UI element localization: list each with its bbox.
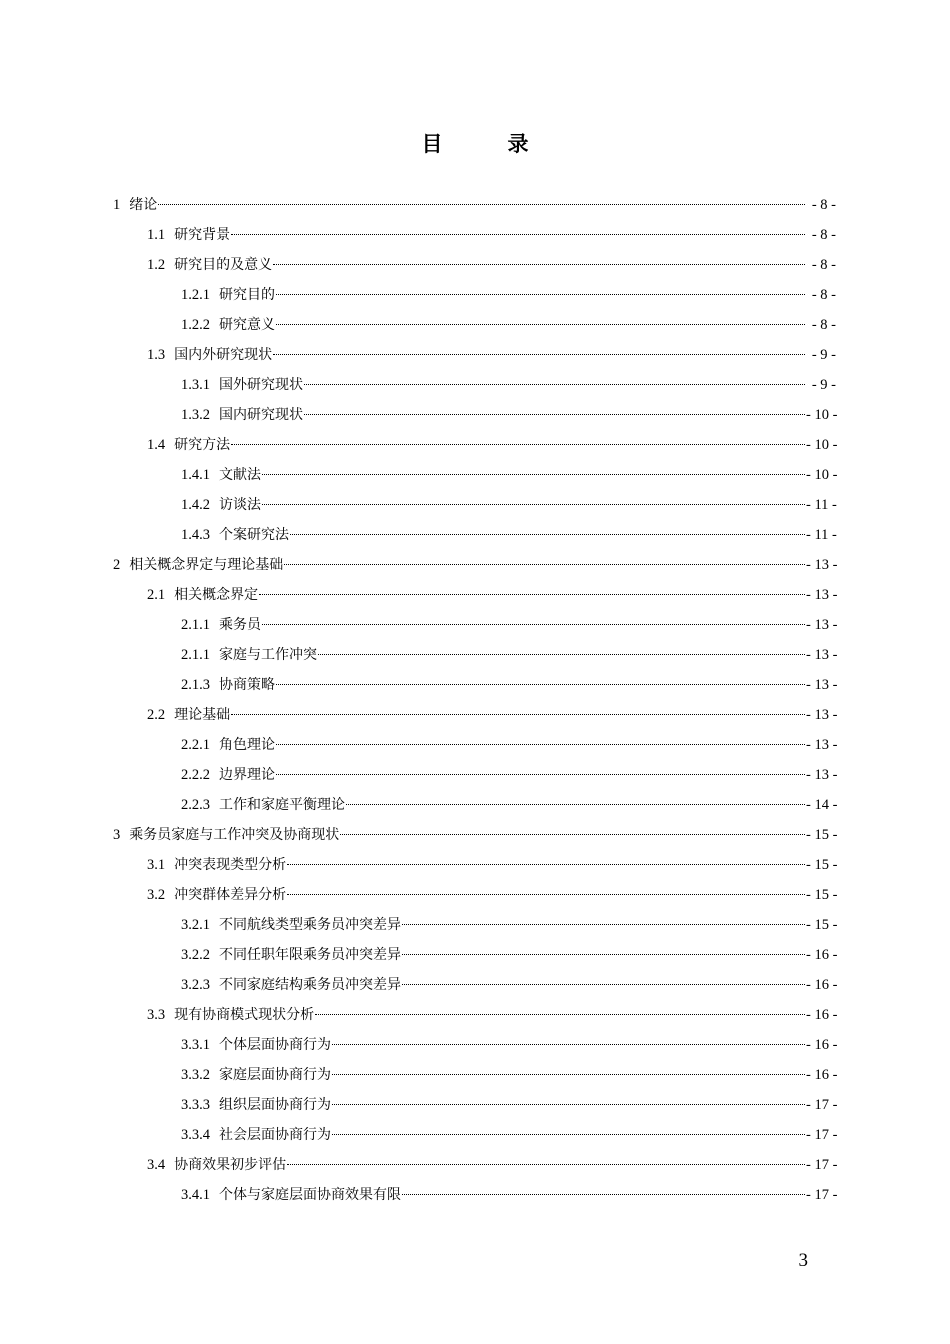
toc-entry-number: 3.3.4 (181, 1127, 210, 1143)
toc-entry-page: - 17 - (806, 1097, 838, 1113)
toc-entry-label: 协商效果初步评估 (174, 1157, 287, 1173)
toc-entry-label: 文献法 (219, 467, 261, 483)
toc-entry-number: 3.2.2 (181, 947, 210, 963)
toc-entry-label: 研究方法 (174, 437, 231, 453)
toc-entry-number: 3.3.2 (181, 1067, 210, 1083)
toc-entry-page: - 17 - (806, 1157, 838, 1173)
toc-entry-label: 研究目的及意义 (174, 257, 273, 273)
toc-entry-page: - 11 - (806, 527, 837, 543)
toc-entry-page: - 15 - (806, 917, 838, 933)
toc-entry-number: 3.3.3 (181, 1097, 210, 1113)
toc-dot-leader (273, 354, 805, 355)
toc-entry-page: - 8 - (811, 257, 836, 273)
toc-entry-number: 2.2 (147, 707, 166, 723)
toc-entry-number: 2.1.1 (181, 647, 210, 663)
toc-entry[interactable] (0, 730, 950, 760)
toc-entry-label: 个体层面协商行为 (219, 1037, 331, 1053)
toc-entry-number: 3 (113, 827, 121, 843)
toc-entry-label: 家庭层面协商行为 (219, 1067, 331, 1083)
toc-dot-leader (402, 984, 805, 985)
toc-entry[interactable] (0, 370, 950, 400)
toc-entry-label: 角色理论 (219, 737, 275, 753)
toc-entry-page: - 16 - (806, 1037, 838, 1053)
toc-entry-number: 1 (113, 197, 121, 213)
toc-dot-leader (332, 1104, 805, 1105)
toc-entry[interactable] (0, 490, 950, 520)
toc-entry-label: 相关概念界定与理论基础 (129, 557, 284, 573)
toc-dot-leader (340, 834, 805, 835)
toc-entry-number: 3.4.1 (181, 1187, 210, 1203)
toc-entry[interactable] (0, 850, 950, 880)
toc-entry-page: - 13 - (806, 677, 838, 693)
toc-entry-label: 个体与家庭层面协商效果有限 (219, 1187, 401, 1203)
toc-entry-label: 社会层面协商行为 (219, 1127, 331, 1143)
toc-entry[interactable] (0, 760, 950, 790)
toc-entry-number: 2.2.3 (181, 797, 210, 813)
toc-entry-page: - 8 - (811, 227, 836, 243)
toc-entry-page: - 8 - (811, 197, 836, 213)
toc-entry-number: 2.2.2 (181, 767, 210, 783)
toc-dot-leader (273, 264, 805, 265)
toc-entry[interactable] (0, 940, 950, 970)
toc-entry-page: - 15 - (806, 827, 838, 843)
toc-entry-page: - 16 - (806, 947, 838, 963)
toc-dot-leader (304, 384, 805, 385)
toc-dot-leader (304, 414, 805, 415)
page-title: 目 录 (421, 132, 551, 156)
toc-entry-page: - 15 - (806, 887, 838, 903)
toc-entry[interactable] (0, 460, 950, 490)
toc-entry-number: 3.2.3 (181, 977, 210, 993)
toc-entry-number: 1.4.2 (181, 497, 210, 513)
toc-entry[interactable] (0, 190, 950, 220)
toc-entry-number: 2.1.3 (181, 677, 210, 693)
toc-entry-label: 个案研究法 (219, 527, 289, 543)
toc-entry-number: 2 (113, 557, 121, 573)
toc-entry-number: 3.3 (147, 1007, 166, 1023)
toc-entry-page: - 10 - (806, 467, 838, 483)
toc-dot-leader (402, 954, 805, 955)
toc-entry-label: 边界理论 (219, 767, 275, 783)
toc-entry-number: 1.3.1 (181, 377, 210, 393)
toc-entry-number: 1.2 (147, 257, 166, 273)
toc-entry-number: 3.4 (147, 1157, 166, 1173)
toc-entry-page: - 11 - (806, 497, 837, 513)
toc-entry[interactable] (0, 640, 950, 670)
toc-entry-number: 3.2.1 (181, 917, 210, 933)
toc-entry-number: 2.1.1 (181, 617, 210, 633)
toc-entry-number: 1.1 (147, 227, 166, 243)
toc-entry-number: 1.2.1 (181, 287, 210, 303)
toc-entry-label: 不同家庭结构乘务员冲突差异 (219, 977, 401, 993)
toc-entry-page: - 8 - (811, 317, 836, 333)
toc-entry-page: - 17 - (806, 1187, 838, 1203)
toc-entry-page: - 13 - (806, 767, 838, 783)
toc-entry-label: 不同航线类型乘务员冲突差异 (219, 917, 401, 933)
toc-dot-leader (318, 654, 805, 655)
toc-entry-label: 国内外研究现状 (174, 347, 273, 363)
toc-entry-page: - 10 - (806, 407, 838, 423)
toc-entry-number: 3.2 (147, 887, 166, 903)
toc-entry-label: 组织层面协商行为 (219, 1097, 331, 1113)
toc-entry-number: 1.3.2 (181, 407, 210, 423)
toc-entry-number: 2.1 (147, 587, 166, 603)
toc-dot-leader (231, 714, 805, 715)
toc-dot-leader (231, 444, 805, 445)
toc-entry-page: - 16 - (806, 977, 838, 993)
toc-entry-page: - 13 - (806, 557, 838, 573)
toc-dot-leader (284, 564, 805, 565)
toc-entry[interactable] (0, 1060, 950, 1090)
toc-entry-page: - 9 - (811, 347, 836, 363)
toc-entry-page: - 13 - (806, 737, 838, 753)
toc-entry[interactable] (0, 400, 950, 430)
toc-dot-leader (287, 1164, 805, 1165)
toc-dot-leader (276, 684, 805, 685)
toc-entry[interactable] (0, 1090, 950, 1120)
toc-entry[interactable] (0, 430, 950, 460)
toc-entry-page: - 8 - (811, 287, 836, 303)
table-of-contents (0, 190, 950, 1210)
toc-dot-leader (262, 474, 805, 475)
toc-entry-label: 冲突表现类型分析 (174, 857, 287, 873)
toc-entry[interactable] (0, 280, 950, 310)
toc-entry-label: 相关概念界定 (174, 587, 259, 603)
toc-entry-label: 研究背景 (174, 227, 231, 243)
toc-dot-leader (276, 324, 805, 325)
toc-entry-page: - 16 - (806, 1007, 838, 1023)
toc-entry-label: 不同任职年限乘务员冲突差异 (219, 947, 401, 963)
toc-entry-label: 工作和家庭平衡理论 (219, 797, 345, 813)
toc-entry[interactable] (0, 520, 950, 550)
toc-entry[interactable] (0, 1150, 950, 1180)
toc-dot-leader (276, 744, 805, 745)
toc-entry[interactable] (0, 790, 950, 820)
toc-dot-leader (259, 594, 805, 595)
toc-dot-leader (346, 804, 805, 805)
toc-entry-label: 理论基础 (174, 707, 231, 723)
toc-entry-number: 2.2.1 (181, 737, 210, 753)
toc-entry-number: 1.4.1 (181, 467, 210, 483)
page-number: 3 (798, 1250, 808, 1271)
toc-entry-label: 国外研究现状 (219, 377, 303, 393)
toc-entry[interactable] (0, 250, 950, 280)
toc-entry-label: 访谈法 (219, 497, 261, 513)
toc-dot-leader (332, 1044, 805, 1045)
toc-entry[interactable] (0, 220, 950, 250)
toc-dot-leader (332, 1134, 805, 1135)
toc-entry-page: - 13 - (806, 707, 838, 723)
toc-entry[interactable] (0, 1120, 950, 1150)
toc-entry-label: 研究目的 (219, 287, 275, 303)
toc-entry-label: 乘务员 (219, 617, 261, 633)
toc-entry-page: - 10 - (806, 437, 838, 453)
toc-dot-leader (315, 1014, 805, 1015)
toc-dot-leader (262, 504, 805, 505)
toc-entry[interactable] (0, 1180, 950, 1210)
toc-entry-label: 家庭与工作冲突 (219, 647, 317, 663)
toc-entry-number: 1.2.2 (181, 317, 210, 333)
toc-entry-page: - 16 - (806, 1067, 838, 1083)
toc-dot-leader (332, 1074, 805, 1075)
toc-entry-page: - 13 - (806, 617, 838, 633)
toc-entry-number: 1.3 (147, 347, 166, 363)
toc-dot-leader (287, 894, 805, 895)
toc-dot-leader (158, 204, 805, 205)
toc-entry-page: - 13 - (806, 587, 838, 603)
toc-entry-number: 1.4 (147, 437, 166, 453)
toc-entry[interactable] (0, 970, 950, 1000)
toc-entry-page: - 9 - (811, 377, 836, 393)
toc-entry-page: - 15 - (806, 857, 838, 873)
toc-entry-label: 冲突群体差异分析 (174, 887, 287, 903)
toc-entry[interactable] (0, 700, 950, 730)
toc-entry-label: 协商策略 (219, 677, 275, 693)
toc-dot-leader (262, 624, 805, 625)
toc-entry[interactable] (0, 610, 950, 640)
toc-entry[interactable] (0, 880, 950, 910)
toc-dot-leader (276, 294, 805, 295)
toc-entry[interactable] (0, 310, 950, 340)
toc-entry[interactable] (0, 580, 950, 610)
toc-entry-page: - 17 - (806, 1127, 838, 1143)
toc-entry[interactable] (0, 340, 950, 370)
toc-entry-label: 现有协商模式现状分析 (174, 1007, 315, 1023)
toc-entry-page: - 14 - (806, 797, 838, 813)
toc-entry[interactable] (0, 820, 950, 850)
toc-dot-leader (287, 864, 805, 865)
toc-entry[interactable] (0, 550, 950, 580)
toc-entry-number: 3.3.1 (181, 1037, 210, 1053)
toc-entry[interactable] (0, 1000, 950, 1030)
toc-dot-leader (402, 924, 805, 925)
toc-entry-label: 研究意义 (219, 317, 275, 333)
toc-dot-leader (290, 534, 805, 535)
toc-entry-number: 3.1 (147, 857, 166, 873)
toc-dot-leader (402, 1194, 805, 1195)
toc-dot-leader (231, 234, 805, 235)
toc-entry[interactable] (0, 910, 950, 940)
toc-entry-label: 乘务员家庭与工作冲突及协商现状 (129, 827, 340, 843)
toc-dot-leader (276, 774, 805, 775)
toc-entry[interactable] (0, 670, 950, 700)
toc-entry-page: - 13 - (806, 647, 838, 663)
toc-entry[interactable] (0, 1030, 950, 1060)
toc-entry-label: 绪论 (129, 197, 158, 213)
toc-entry-number: 1.4.3 (181, 527, 210, 543)
toc-entry-label: 国内研究现状 (219, 407, 303, 423)
